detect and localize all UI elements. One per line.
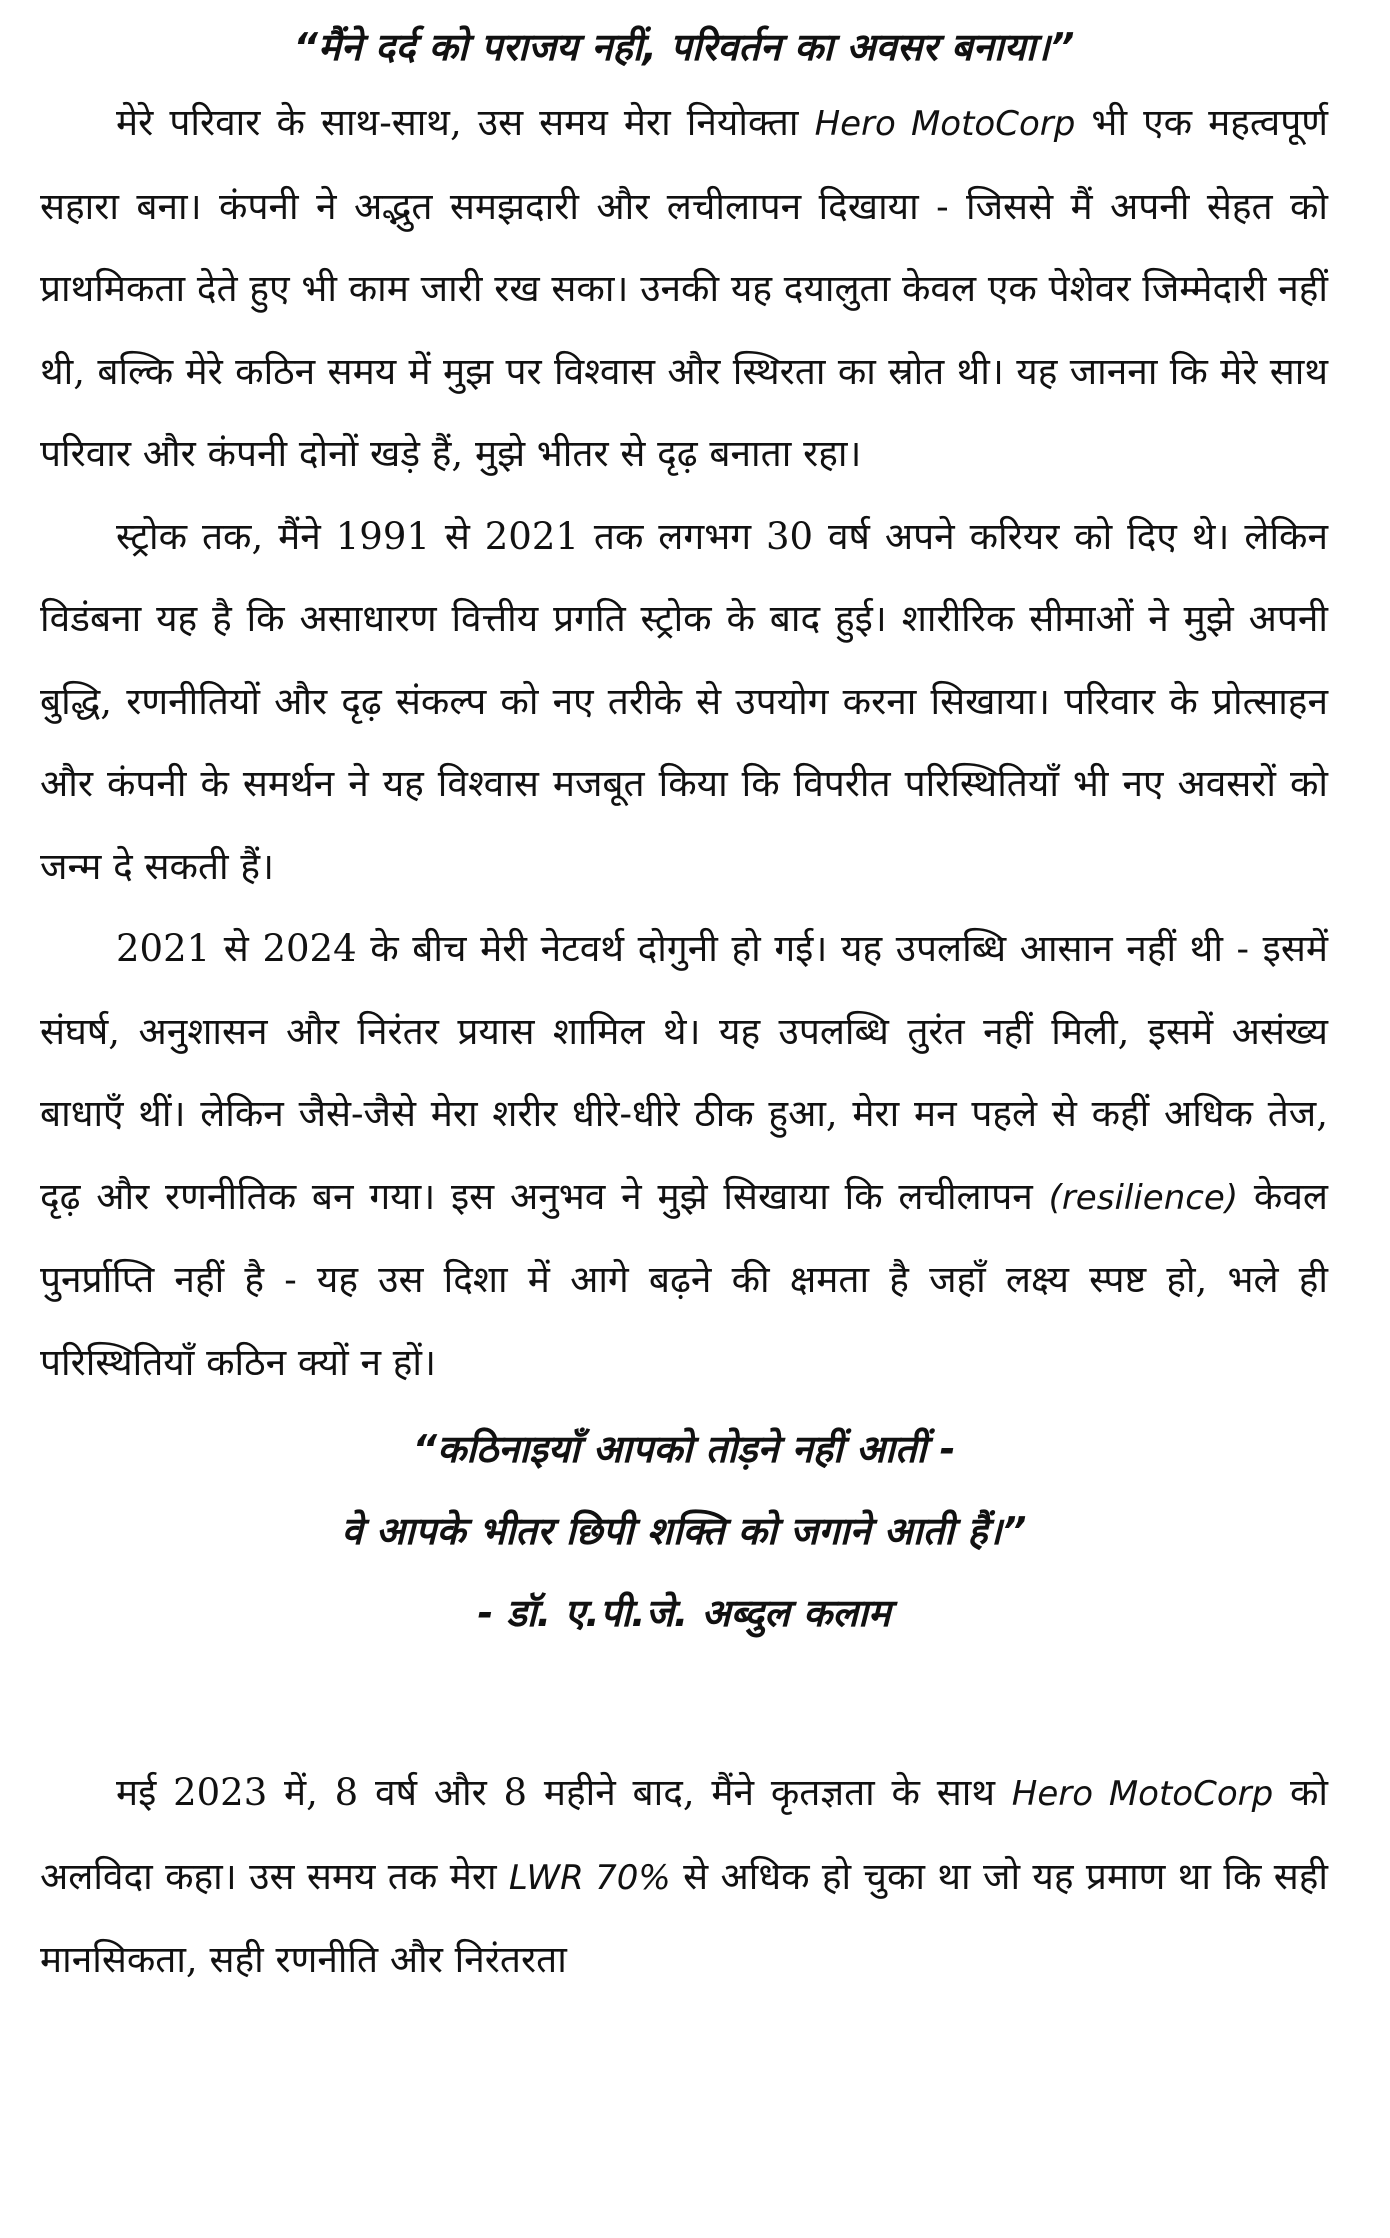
document-page	[40, 18, 1328, 2002]
paragraph-networth-text-a: 2021 से 2024 के बीच मेरी नेटवर्थ दोगुनी हो गई। यह उपलब्धि आसान नहीं थी - इसमें संघर्ष, अनुशासन और निरंतर प्रयास शामिल थे। यह उपलब्धि तुरंत नहीं मिली, इसमें असंख्य बाधाएँ थीं। लेकिन जैसे-जैसे मेरा शरीर धीरे-धीरे ठीक हुआ, मेरा मन पहले से कहीं अधिक तेज, दृढ़ और रणनीतिक बन गया। इस अनुभव ने मुझे सिखाया कि लचीलापन	[40, 927, 1328, 1218]
kalam-quote-attribution: - डॉ. ए.पी.जे. अब्दुल कलाम	[477, 1591, 891, 1635]
paragraph-support-text-b: भी एक महत्वपूर्ण सहारा बना। कंपनी ने अद्भुत समझदारी और लचीलापन दिखाया - जिससे मैं अपनी सेहत को प्राथमिकता देते हुए भी काम जारी रख सका। उनकी यह दयालुता केवल एक पेशेवर जिम्मेदारी नहीं थी, बल्कि मेरे कठिन समय में मुझ पर विश्वास और स्थिरता का स्रोत थी। यह जानना कि मेरे साथ परिवार और कंपनी दोनों खड़े हैं, मुझे भीतर से दृढ़ बनाता रहा।	[40, 101, 1329, 475]
paragraph-support	[40, 82, 1328, 496]
section-spacer	[40, 1654, 1328, 1752]
paragraph-farewell-text-a: मई 2023 में, 8 वर्ष और 8 महीने बाद, मैंने कृतज्ञता के साथ	[116, 1771, 1012, 1814]
paragraph-farewell	[40, 1752, 1328, 2002]
company-name-2: Hero MotoCorp	[1011, 1774, 1274, 1814]
paragraph-support-text-a: मेरे परिवार के साथ-साथ, उस समय मेरा नियोक्ता	[116, 101, 815, 144]
kalam-quote-line-1: “कठिनाइयाँ आपको तोड़ने नहीं आतीं -	[412, 1427, 956, 1471]
company-name: Hero MotoCorp	[814, 104, 1076, 144]
resilience-term: (resilience)	[1048, 1177, 1239, 1218]
kalam-quote	[40, 1408, 1328, 1654]
paragraph-networth	[40, 908, 1328, 1404]
paragraph-networth-text-b: केवल पुनर्प्राप्ति नहीं है - यह उस दिशा में आगे बढ़ने की क्षमता है जहाँ लक्ष्य स्पष्ट हो, भले ही परिस्थितियाँ कठिन क्यों न हों।	[40, 1174, 1328, 1384]
top-quote: “मैंने दर्द को पराजय नहीं, परिवर्तन का अवसर बनाया।”	[293, 25, 1075, 69]
paragraph-farewell-text-c: से अधिक हो चुका था जो यह प्रमाण था कि सही मानसिकता, सही रणनीति और निरंतरता	[40, 1854, 1329, 1981]
kalam-quote-line-2: वे आपके भीतर छिपी शक्ति को जगाने आती हैं।”	[341, 1509, 1027, 1553]
paragraph-career: स्ट्रोक तक, मैंने 1991 से 2021 तक लगभग 30 वर्ष अपने करियर को दिए थे। लेकिन विडंबना यह है कि असाधारण वित्तीय प्रगति स्ट्रोक के बाद हुई। शारीरिक सीमाओं ने मुझे अपनी बुद्धि, रणनीतियों और दृढ़ संकल्प को नए तरीके से उपयोग करना सिखाया। परिवार के प्रोत्साहन और कंपनी के समर्थन ने यह विश्वास मजबूत किया कि विपरीत परिस्थितियाँ भी नए अवसरों को जन्म दे सकती हैं।	[40, 514, 1328, 888]
lwr-value: LWR 70%	[508, 1857, 671, 1898]
paragraph-farewell-text-b: को अलविदा कहा। उस समय तक मेरा	[40, 1771, 1328, 1898]
